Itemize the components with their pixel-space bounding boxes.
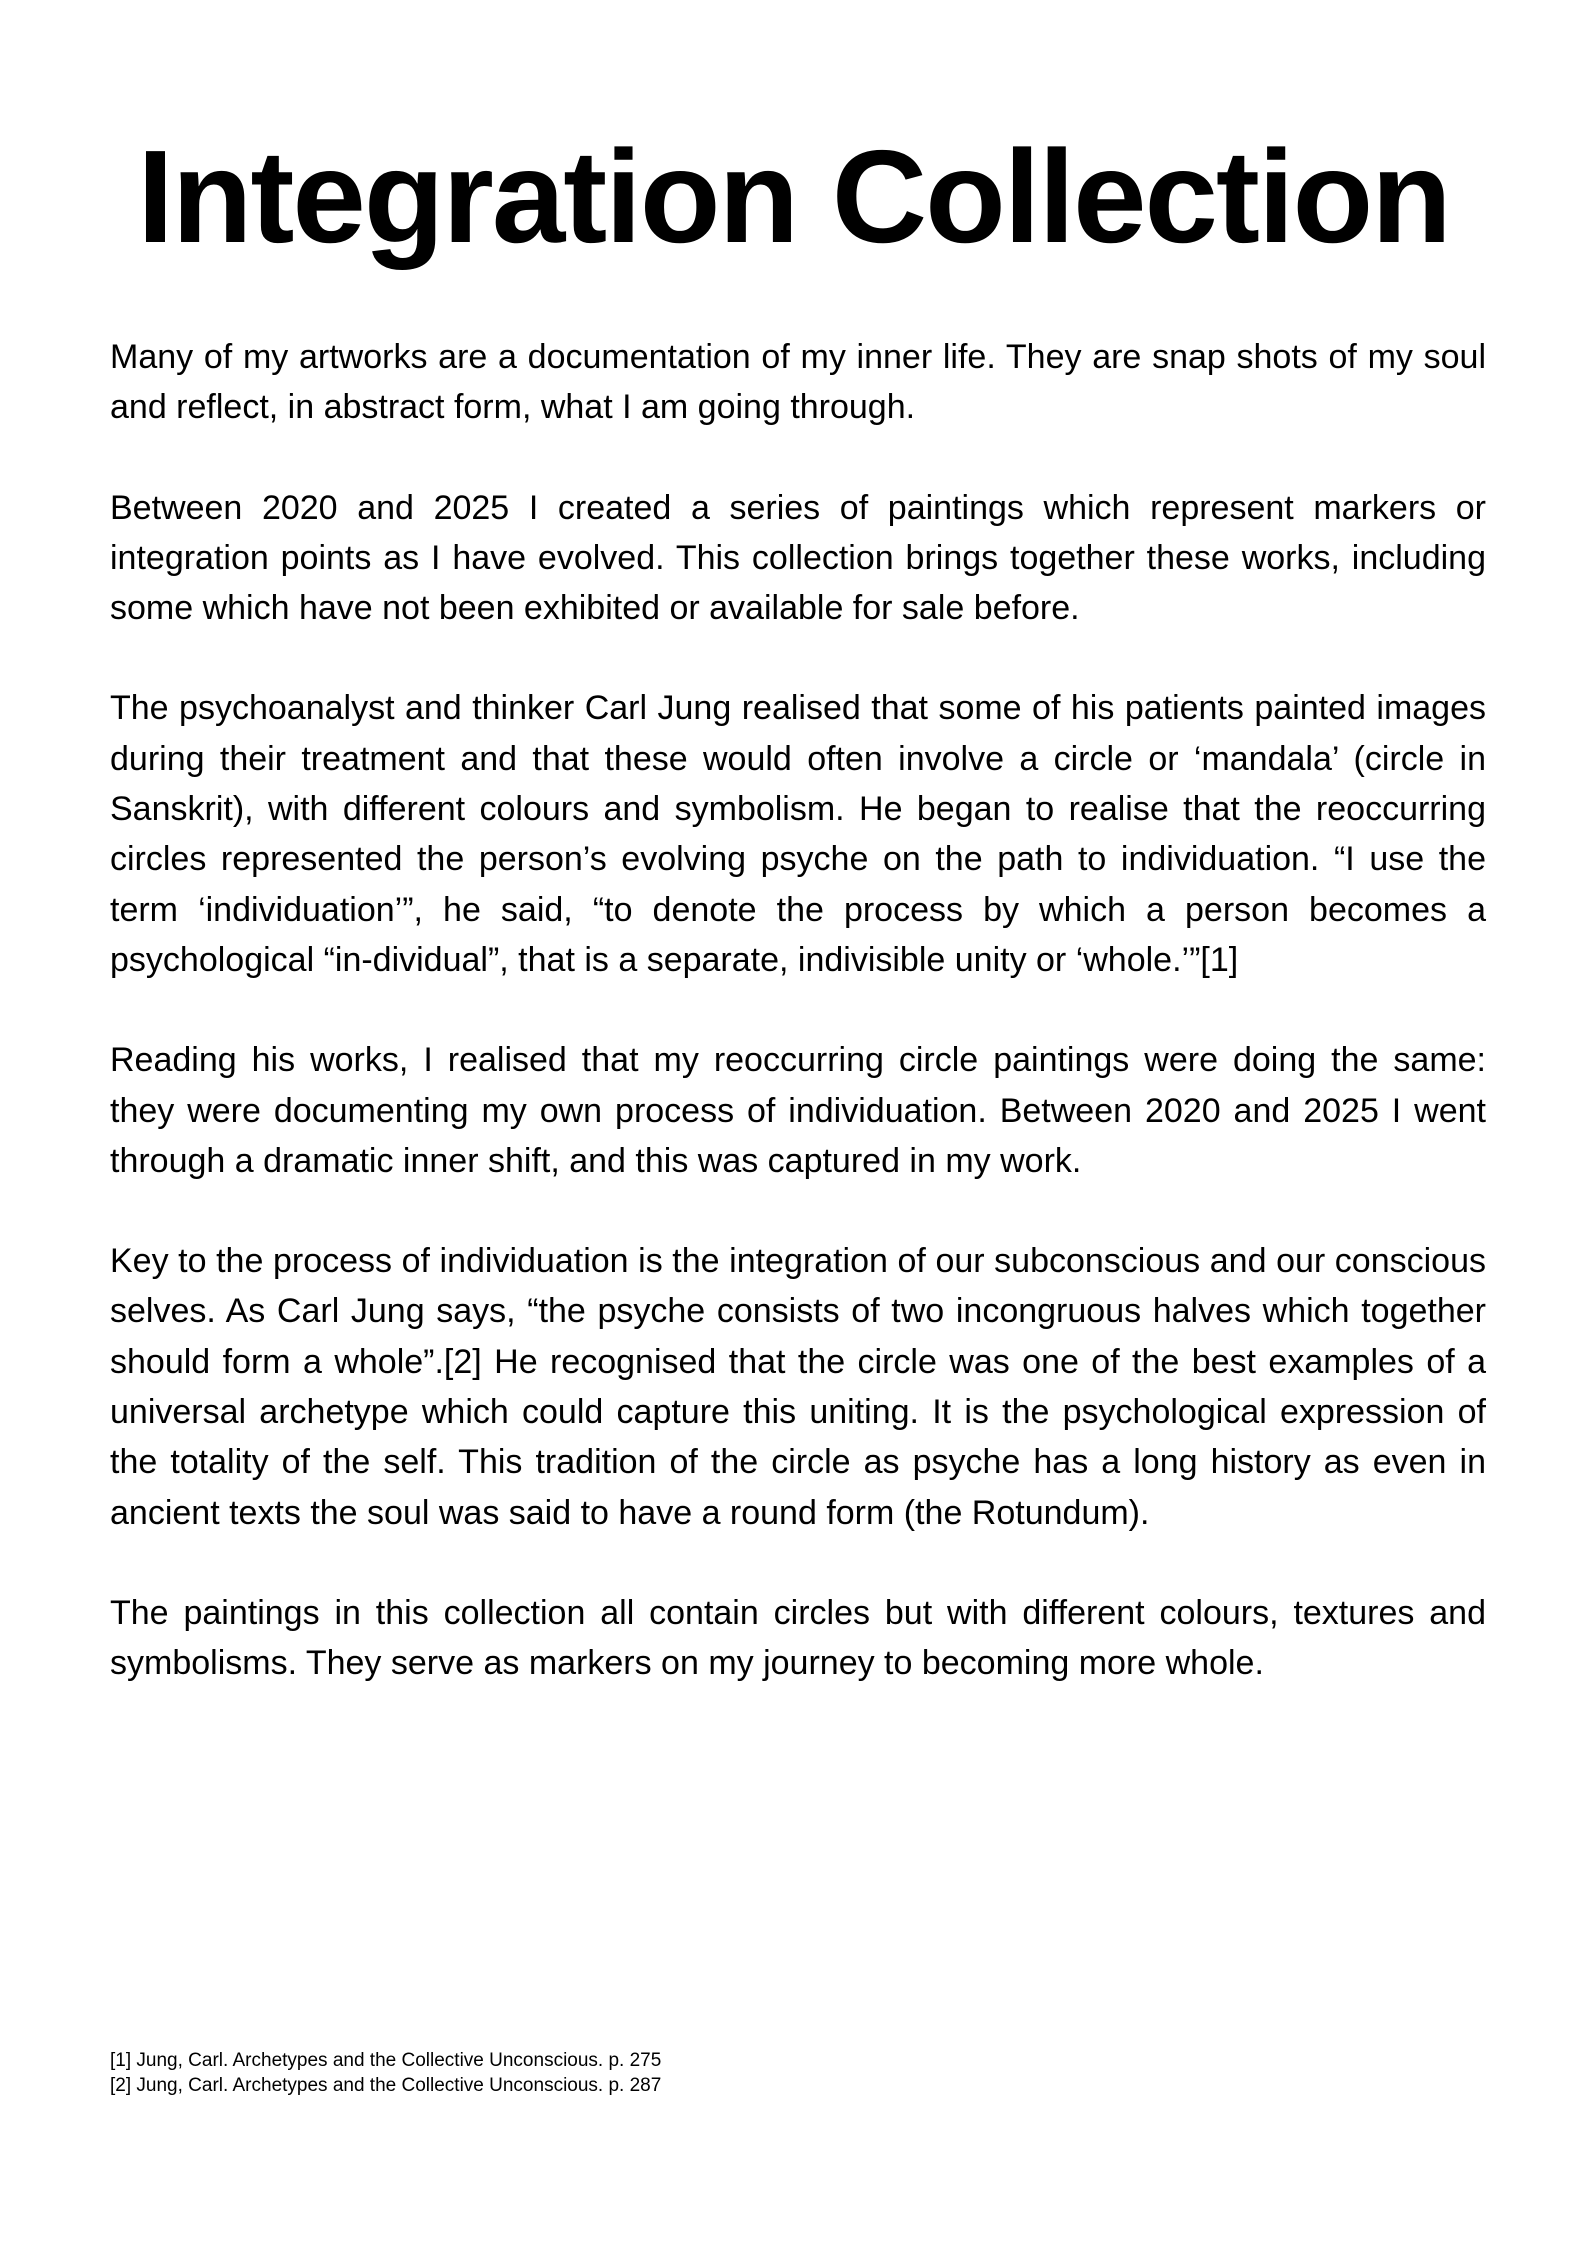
footnote-2: [2] Jung, Carl. Archetypes and the Collective Unconscious. p. 287 bbox=[110, 2075, 662, 2096]
paragraph-5: Key to the process of individuation is the integration of our subconscious and our conscious selves. As Carl Jung says, “the psyche consists of two incongruous halves which together should form a whole”.[2] He recognised that the circle was one of the best examples of a universal archetype which could capture this uniting. It is the psychological expression of the totality of the self. This tradition of the circle as psyche has a long history as even in ancient texts the soul was said to have a round form (the Rotundum). bbox=[110, 1242, 1486, 1532]
footnotes bbox=[110, 2048, 1486, 2098]
paragraph-2: Between 2020 and 2025 I created a series of paintings which represent markers or integration points as I have evolved. This collection brings together these works, including some which have not been exhibited or available for sale before. bbox=[110, 488, 1486, 628]
page-title: Integration Collection bbox=[137, 123, 1450, 270]
paragraph-3: The psychoanalyst and thinker Carl Jung realised that some of his patients painted images during their treatment and that these would often involve a circle or ‘mandala’ (circle in Sanskrit), with different colours and symbolism. He began to realise that the reoccurring circles represented the person’s evolving psyche on the path to individuation. “I use the term ‘individuation’”, he said, “to denote the process by which a person becomes a psychological “in-dividual”, that is a separate, indivisible unity or ‘whole.’”[1] bbox=[110, 689, 1486, 979]
paragraph-6: The paintings in this collection all contain circles but with different colours, textures and symbolisms. They serve as markers on my journey to becoming more whole. bbox=[110, 1593, 1486, 1683]
paragraph-4: Reading his works, I realised that my reoccurring circle paintings were doing the same: they were documenting my own process of individuation. Between 2020 and 2025 I went through a dramatic inner shift, and this was captured in my work. bbox=[110, 1041, 1486, 1180]
body-text bbox=[110, 332, 1486, 1739]
paragraph-1: Many of my artworks are a documentation of my inner life. They are snap shots of my soul and reflect, in abstract form, what I am going through. bbox=[110, 338, 1486, 427]
footnote-1: [1] Jung, Carl. Archetypes and the Collective Unconscious. p. 275 bbox=[110, 2050, 662, 2071]
